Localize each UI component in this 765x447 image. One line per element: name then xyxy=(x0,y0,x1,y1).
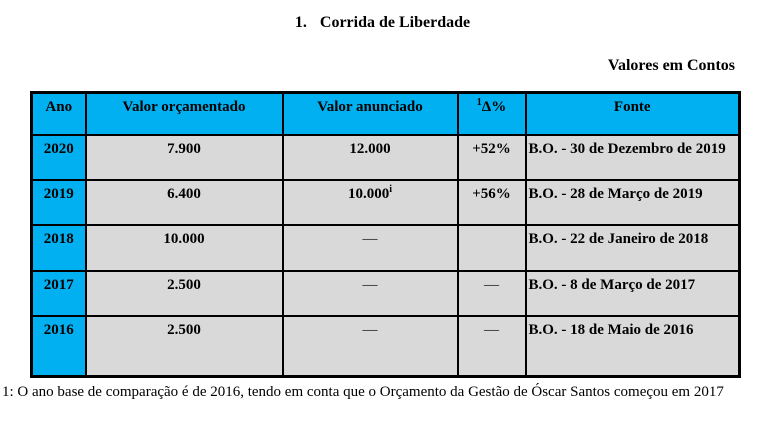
year-cell: 2017 xyxy=(32,271,86,316)
footnote: 1: O ano base de comparação é de 2016, tendo em conta que o Orçamento da Gestão de Óscar Santos começou em 2017 xyxy=(2,384,724,400)
col-header-delta xyxy=(458,93,526,135)
header-row xyxy=(32,93,740,135)
table-row xyxy=(32,135,740,180)
anunciado-value: 10.000 xyxy=(347,185,390,202)
col-header-fonte: Fonte xyxy=(526,93,740,135)
anunciado-cell xyxy=(283,180,458,225)
orcamentado-cell: 2.500 xyxy=(86,271,283,316)
table-body xyxy=(32,135,740,377)
delta-cell xyxy=(458,225,526,271)
page-title xyxy=(0,12,765,34)
orcamentado-cell: 10.000 xyxy=(86,225,283,271)
budget-table xyxy=(30,91,741,378)
table-header xyxy=(32,93,740,135)
year-cell: 2020 xyxy=(32,135,86,180)
anunciado-cell xyxy=(283,135,458,180)
anunciado-cell xyxy=(283,271,458,316)
table-caption-units: Valores em Contos xyxy=(607,57,735,74)
year-cell: 2019 xyxy=(32,180,86,225)
anunciado-value: — xyxy=(362,276,378,293)
fonte-cell: B.O. - 8 de Março de 2017 xyxy=(526,271,740,316)
year-cell: 2016 xyxy=(32,316,86,377)
year-cell: 2018 xyxy=(32,225,86,271)
orcamentado-cell: 6.400 xyxy=(86,180,283,225)
table-row xyxy=(32,180,740,225)
table-row xyxy=(32,225,740,271)
anunciado-footnote-mark: i xyxy=(389,183,393,195)
delta-cell: — xyxy=(458,316,526,377)
anunciado-value: — xyxy=(362,321,378,338)
title-text: Corrida de Liberdade xyxy=(319,14,471,31)
delta-cell: +52% xyxy=(458,135,526,180)
fonte-cell: B.O. - 18 de Maio de 2016 xyxy=(526,316,740,377)
anunciado-value: — xyxy=(362,230,378,247)
col-header-orcamentado: Valor orçamentado xyxy=(86,93,283,135)
orcamentado-cell: 2.500 xyxy=(86,316,283,377)
col-header-ano: Ano xyxy=(32,93,86,135)
fonte-cell: B.O. - 28 de Março de 2019 xyxy=(526,180,740,225)
delta-cell: — xyxy=(458,271,526,316)
title-number: 1. xyxy=(294,14,307,31)
document-page xyxy=(0,12,765,447)
delta-footnote-mark: 1 xyxy=(476,97,482,108)
orcamentado-cell: 7.900 xyxy=(86,135,283,180)
anunciado-value: 12.000 xyxy=(349,140,391,157)
anunciado-cell xyxy=(283,316,458,377)
delta-cell: +56% xyxy=(458,180,526,225)
delta-label: Δ% xyxy=(481,99,507,115)
table-row xyxy=(32,316,740,377)
fonte-cell: B.O. - 30 de Dezembro de 2019 xyxy=(526,135,740,180)
table-row xyxy=(32,271,740,316)
fonte-cell: B.O. - 22 de Janeiro de 2018 xyxy=(526,225,740,271)
col-header-anunciado: Valor anunciado xyxy=(283,93,458,135)
anunciado-cell xyxy=(283,225,458,271)
